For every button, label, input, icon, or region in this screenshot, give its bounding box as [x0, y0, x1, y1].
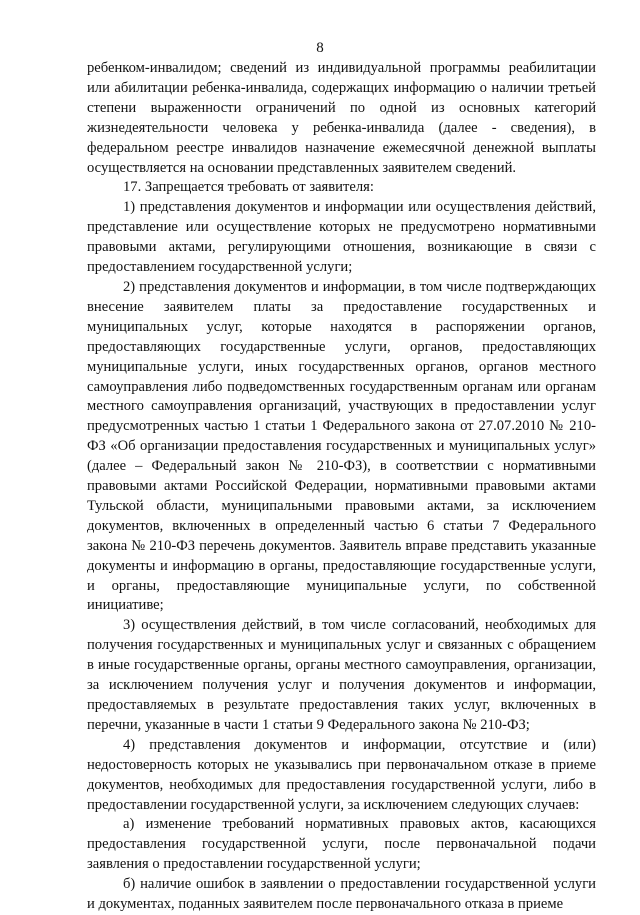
paragraph-subitem-1: 1) представления документов и информации или осуществления действий, представление или осуществление которых не предусмотрено нормативными правовыми актами, регулирующими отношения, возникающие в связи с предоставлением государственной услуги;	[87, 199, 596, 276]
paragraph-subitem-4b: б) наличие ошибок в заявлении о предоставлении государственной услуги и документах, поданных заявителем после первоначального отказа в приеме	[87, 876, 596, 913]
document-body	[87, 59, 596, 915]
paragraph-continuation: ребенком-инвалидом; сведений из индивидуальной программы реабилитации или абилитации ребенка-инвалида, содержащих информацию о наличии третьей степени выраженности ограничений по одной из основных категорий жизнедеятельности человека у ребенка-инвалида (далее - сведения), в федеральном реестре инвалидов назначение ежемесячной денежной выплаты осуществляется на основании представленных заявителем сведений.	[87, 60, 596, 176]
paragraph-subitem-3: 3) осуществления действий, в том числе согласований, необходимых для получения государственных и муниципальных услуг и связанных с обращением в иные государственные органы, органы местного самоуправления, организации, за исключением получения услуг и получения документов и информации, предоставляемых в результате предоставления таких услуг, включенных в перечни, указанные в части 1 статьи 9 Федерального закона № 210-ФЗ;	[87, 617, 596, 733]
paragraph-subitem-4: 4) представления документов и информации, отсутствие и (или) недостоверность которых не указывались при первоначальном отказе в приеме документов, необходимых для предоставления государственной услуги, либо в предоставлении государственной услуги, за исключением следующих случаев:	[87, 736, 596, 813]
paragraph-subitem-2: 2) представления документов и информации, в том числе подтверждающих внесение заявителем платы за предоставление государственных и муниципальных услуг, которые находятся в распоряжении органов, предоставляющих государственные услуги, органов, предоставляющих муниципальные услуги, иных государственных органов, органов местного самоуправления либо подведомственных государственным органам или органам местного самоуправления организаций, участвующих в предоставлении услуг предусмотренных частью 1 статьи 1 Федерального закона от 27.07.2010 № 210-ФЗ «Об организации предоставления государственных и муниципальных услуг» (далее – Федеральный закон № 210-ФЗ), в соответствии с нормативными правовыми актами Российской Федерации, нормативными правовыми актами Тульской области, муниципальными правовыми актами, за исключением документов, включенных в определенный частью 6 статьи 7 Федерального закона № 210-ФЗ перечень документов. Заявитель вправе представить указанные документы и информацию в органы, предоставляющие государственные услуги, и органы, предоставляющие муниципальные услуги, по собственной инициативе;	[87, 278, 596, 614]
paragraph-subitem-4a: а) изменение требований нормативных правовых актов, касающихся предоставления государственной услуги, после первоначальной подачи заявления о предоставлении государственной услуги;	[87, 816, 596, 873]
page-number: 8	[316, 40, 324, 56]
paragraph-item-17: 17. Запрещается требовать от заявителя:	[123, 179, 374, 196]
